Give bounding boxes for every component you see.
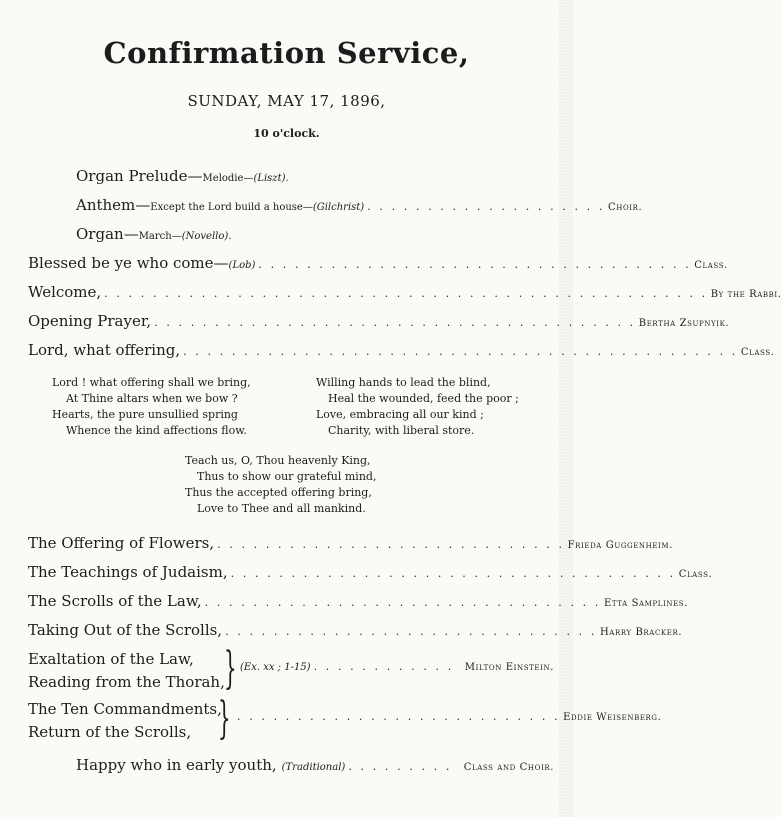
program-item — [28, 283, 782, 305]
grouped-line — [28, 723, 191, 745]
item-title: Anthem — [76, 196, 136, 214]
program-item — [28, 341, 775, 363]
verse-line: Hearts, the pure unsullied spring — [52, 408, 238, 421]
leader-dots: . . . . . . . . . . . . . . . . . . . . . . . . . . . . . . . . . . . . — [258, 258, 692, 271]
brace: } — [218, 693, 231, 744]
item-title: Taking Out of the Scrolls, — [28, 621, 223, 639]
item-title: The Ten Commandments, — [28, 700, 222, 718]
leader-dots: . . . . . . . . . . . . . . . . . . . . . . . . . . . . . . . . . — [204, 596, 601, 609]
leader-dots: . . . . . . . . . . . . . . . . . . . . . . . . . . . . . . . . . . . . . . . . — [154, 316, 636, 329]
item-title: Lord, what offering, — [28, 341, 181, 359]
item-composer: (Gilchrist) — [312, 202, 365, 213]
item-performer: Choir. — [607, 202, 643, 213]
item-performer: Class. — [740, 347, 775, 358]
grouped-line — [28, 673, 225, 695]
verse-line: Whence the kind affections flow. — [66, 424, 247, 437]
program-item — [28, 621, 683, 643]
verse-line: Teach us, O, Thou heavenly King, — [185, 454, 371, 467]
scripture-reference: (Ex. xx ; 1-15) — [240, 662, 311, 673]
hymn-verse-left — [52, 375, 251, 439]
verse-line: Lord ! what offering shall we bring, — [52, 376, 251, 389]
page-edge — [559, 0, 573, 817]
item-piece: Except the Lord build a house— — [150, 202, 313, 213]
program-item — [28, 254, 728, 276]
page-title: Confirmation Service, — [103, 36, 470, 70]
verse-line: Heal the wounded, feed the poor ; — [328, 392, 519, 405]
item-performer: Class. — [678, 569, 713, 580]
verse-line: At Thine altars when we bow ? — [66, 392, 238, 405]
leader-dots: . . . . . . . . . . . . . . . . . . . . . . . . . . . . . — [217, 538, 565, 551]
item-performer: Class and Choir. — [463, 762, 554, 773]
leader-dots: . . . . . . . . . . . . . . . . . . . . . . . . . . . . . . . . . . . . . — [230, 567, 676, 580]
item-separator: — — [135, 196, 151, 214]
verse-line: Thus the accepted offering bring, — [185, 486, 372, 499]
item-performer: Class. — [694, 260, 728, 271]
program-item — [76, 167, 289, 189]
item-title: Return of the Scrolls, — [28, 723, 192, 741]
item-performer: Etta Samplines. — [603, 598, 688, 609]
program-item — [28, 563, 713, 585]
service-date: SUNDAY, MAY 17, 1896, — [187, 92, 386, 110]
item-title: The Teachings of Judaism, — [28, 563, 228, 581]
leader-dots: . . . . . . . . . — [348, 760, 452, 773]
program-item — [76, 225, 231, 247]
item-performer: By the Rabbi. — [710, 289, 782, 300]
item-title: Welcome, — [28, 283, 102, 301]
item-performer: Harry Bracker. — [599, 627, 683, 638]
item-title: Exaltation of the Law, — [28, 650, 194, 668]
item-title: Happy who in early youth, — [76, 756, 277, 774]
item-title: Blessed be ye who come — [28, 254, 214, 272]
leader-dots: . . . . . . . . . . . . . . . . . . . . . . . . . . . . . . . . . . . . . . . . . . . . . . — [183, 345, 738, 358]
service-time: 10 o'clock. — [253, 127, 320, 140]
leader-dots: . . . . . . . . . . . . . . . . . . . . — [367, 200, 605, 213]
item-performer: Milton Einstein. — [464, 662, 554, 673]
grouped-line — [28, 650, 194, 672]
verse-line: Thus to show our grateful mind, — [197, 470, 377, 483]
program-item — [28, 312, 730, 334]
item-performer: Frieda Guggenheim. — [567, 540, 673, 551]
item-title: The Scrolls of the Law, — [28, 592, 202, 610]
program-item — [76, 196, 643, 218]
item-piece: March— — [138, 231, 182, 242]
item-separator: — — [213, 254, 229, 272]
item-title: The Offering of Flowers, — [28, 534, 215, 552]
hymn-verse-right — [316, 375, 519, 439]
leader-dots: . . . . . . . . . . . . — [313, 660, 454, 673]
grouped-reference — [234, 710, 662, 732]
item-separator: — — [187, 167, 203, 185]
program-item — [76, 756, 554, 778]
item-title: Opening Prayer, — [28, 312, 152, 330]
leader-dots: . . . . . . . . . . . . . . . . . . . . . . . . . . . . . . . . . . . . . . . . . . . . . . . . . . — [104, 287, 708, 300]
verse-line: Love to Thee and all mankind. — [197, 502, 366, 515]
item-title: Reading from the Thorah, — [28, 673, 225, 691]
program-item — [28, 534, 673, 556]
leader-dots: . . . . . . . . . . . . . . . . . . . . . . . . . . . . . . . — [225, 625, 597, 638]
item-composer: (Liszt). — [253, 173, 289, 184]
item-performer: Eddie Weisenberg. — [563, 712, 662, 723]
item-composer: (Novello). — [181, 231, 232, 242]
verse-line: Charity, with liberal store. — [328, 424, 475, 437]
grouped-reference — [240, 660, 554, 682]
item-composer: (Traditional) — [281, 762, 346, 773]
item-title: Organ Prelude — [76, 167, 188, 185]
item-composer: (Lob) — [228, 260, 256, 271]
verse-line: Love, embracing all our kind ; — [316, 408, 484, 421]
item-piece: Melodie— — [202, 173, 254, 184]
leader-dots: . . . . . . . . . . . . . . . . . . . . . . . . . . . — [237, 710, 561, 723]
grouped-line — [28, 700, 222, 722]
verse-line: Willing hands to lead the blind, — [316, 376, 491, 389]
hymn-verse-center — [185, 453, 376, 517]
program-item — [28, 592, 688, 614]
item-title: Organ — [76, 225, 124, 243]
item-separator: — — [123, 225, 139, 243]
item-performer: Bertha Zsupnyik. — [638, 318, 730, 329]
brace: } — [224, 643, 237, 694]
